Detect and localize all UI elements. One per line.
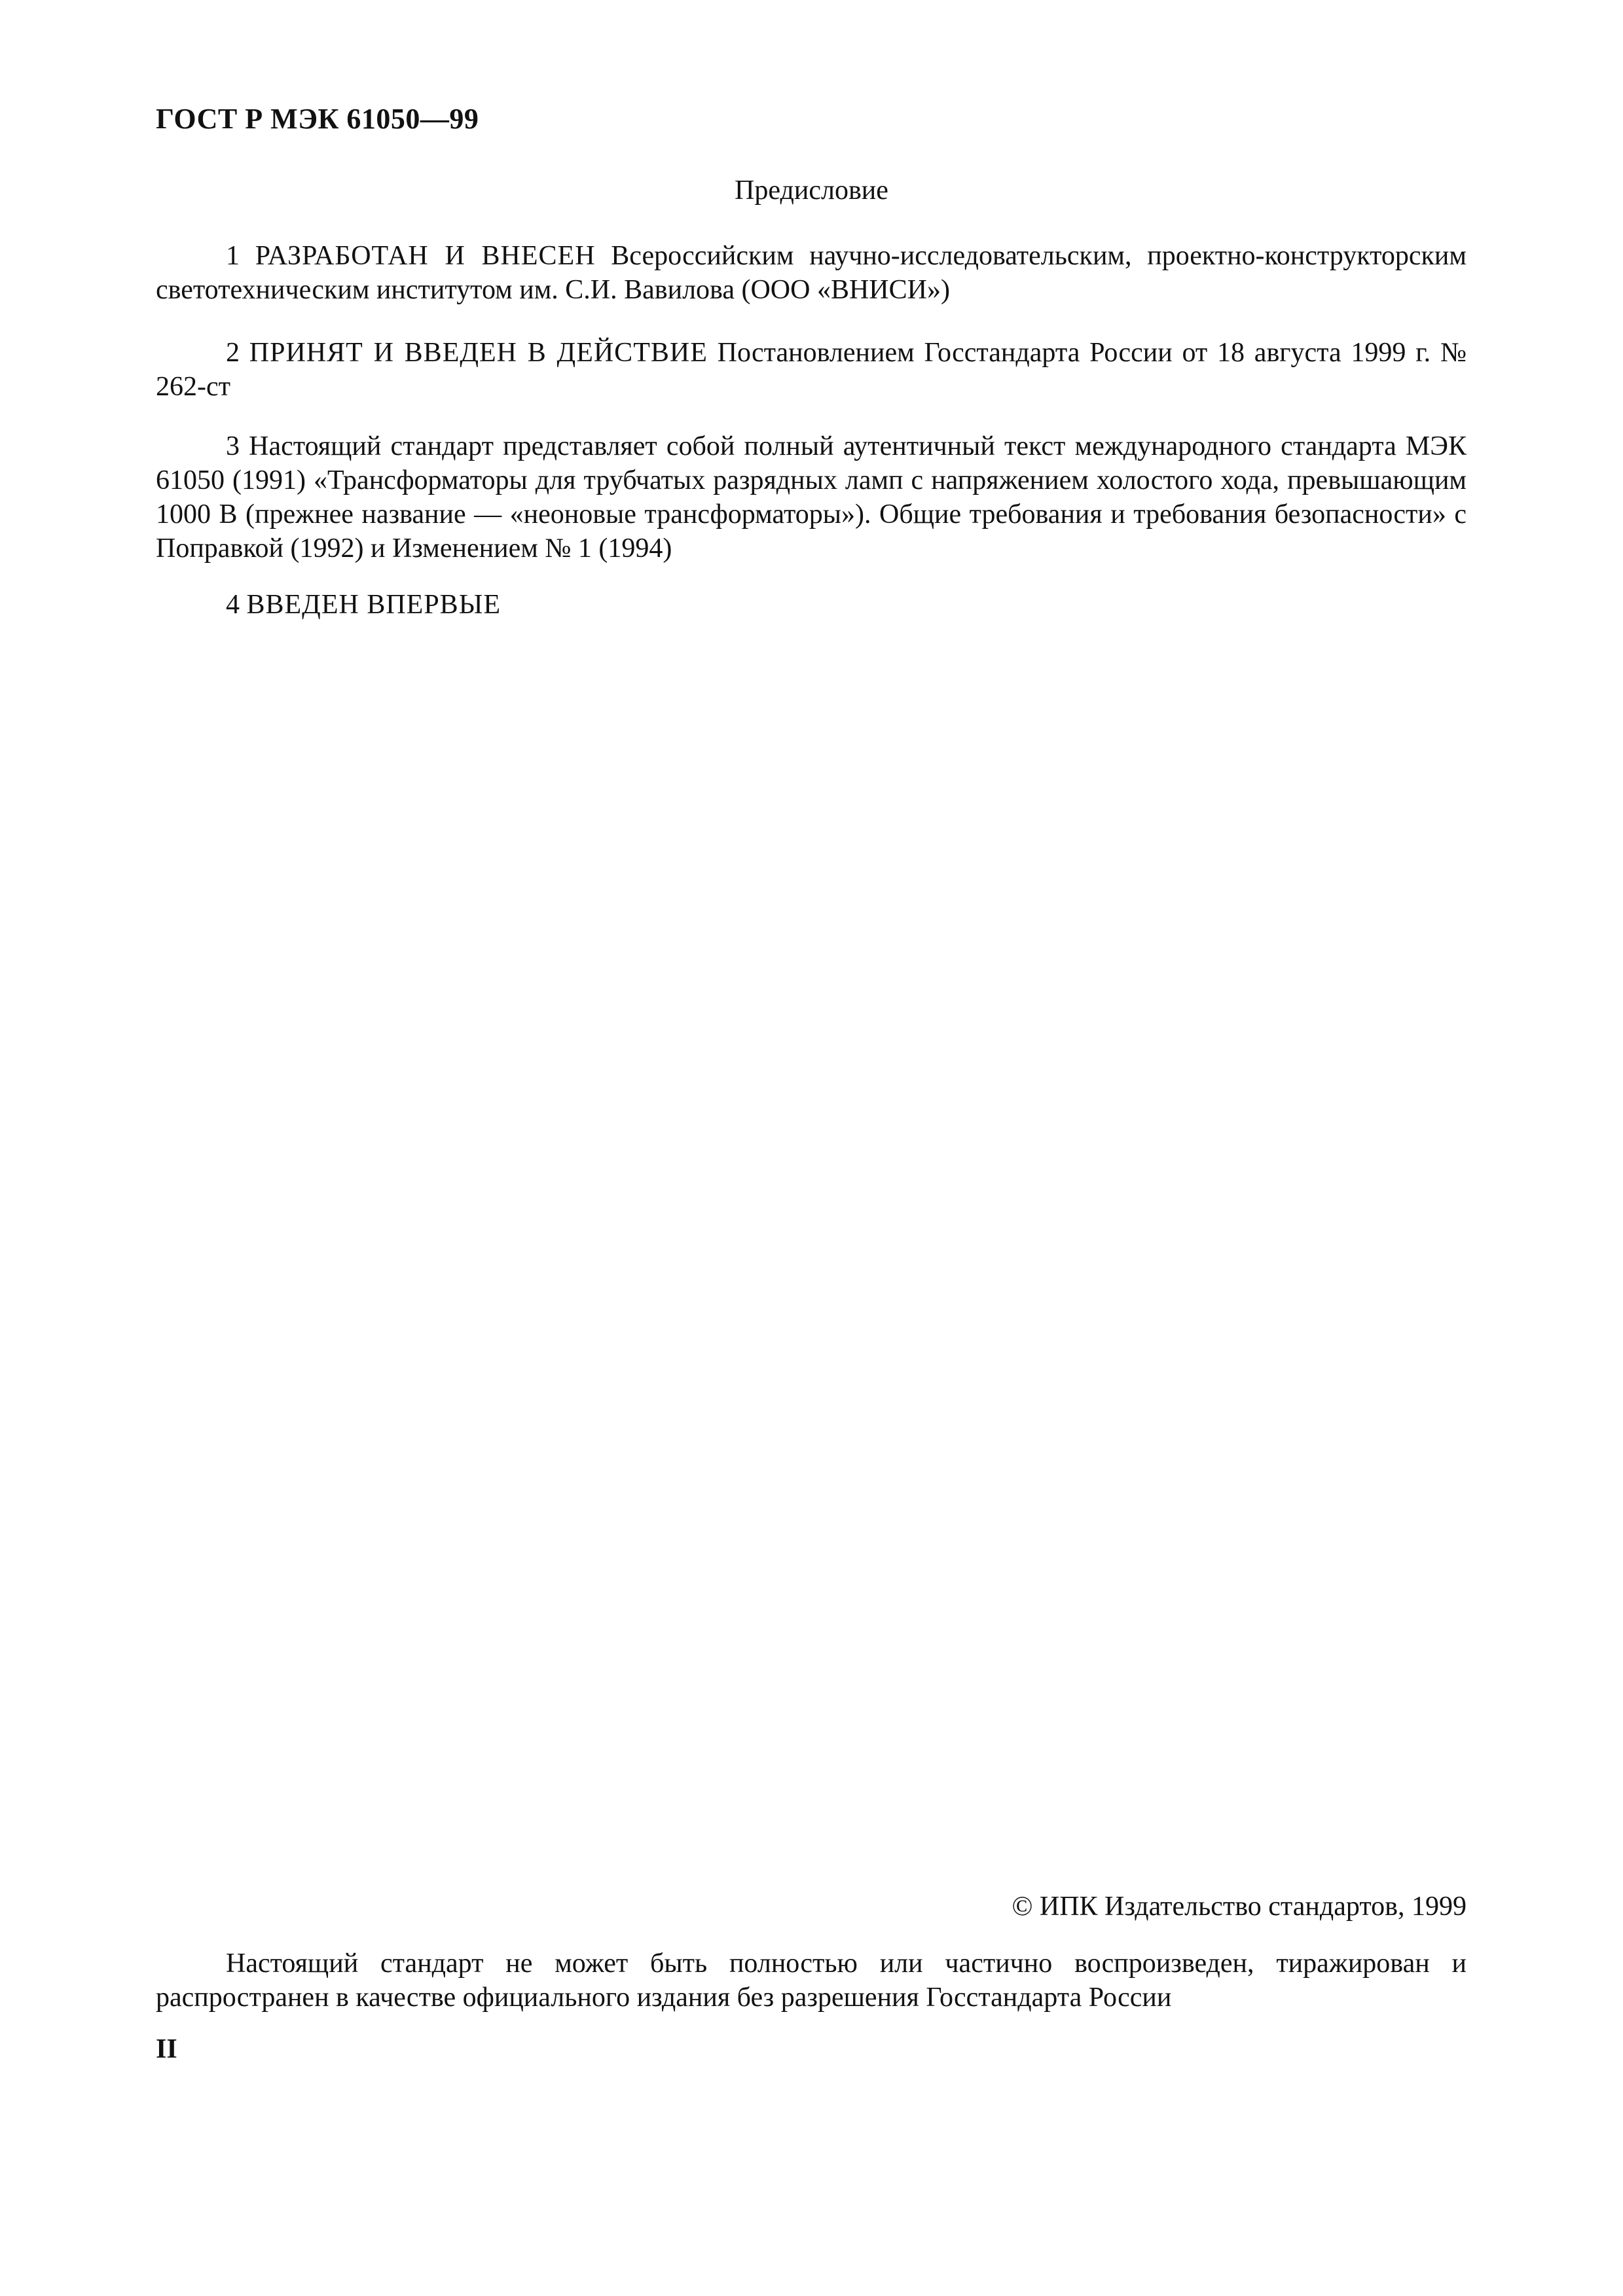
page-number: II (156, 2034, 177, 2064)
paragraph-4-number: 4 (226, 590, 240, 620)
reproduction-notice: Настоящий стандарт не может быть полностью или частично воспроизведен, тиражирован и распространен в качестве официального издания без разрешения Госстандарта России (156, 1948, 1467, 2013)
paragraph-4-caps: ВВЕДЕН ВПЕРВЫЕ (246, 590, 501, 620)
paragraph-2-number: 2 (226, 338, 240, 368)
paragraph-3-number: 3 (226, 431, 240, 461)
paragraph-2-caps: ПРИНЯТ И ВВЕДЕН В ДЕЙСТВИЕ (249, 338, 708, 368)
copyright-notice: © ИПК Издательство стандартов, 1999 (1012, 1892, 1467, 1922)
paragraph-1 (156, 239, 1467, 307)
paragraph-3-text: Настоящий стандарт представляет собой полный аутентичный текст международного стандарта МЭК 61050 (1991) «Трансформаторы для трубчатых разрядных ламп с напряжением холостого хода, превышающим 1000 В (прежнее название — «неоновые трансформаторы»). Общие требования и требования безопасности» с Поправкой (1992) и Изменением № 1 (1994) (156, 431, 1467, 564)
paragraph-4 (156, 588, 1467, 622)
paragraph-2-text: Постановлением Госстандарта России от 18 августа 1999 г. № 262-ст (156, 338, 1467, 402)
paragraph-1-number: 1 (226, 241, 240, 271)
document-header: ГОСТ Р МЭК 61050—99 (156, 103, 479, 135)
section-title: Предисловие (735, 175, 888, 206)
paragraph-2 (156, 336, 1467, 404)
paragraph-3 (156, 429, 1467, 565)
paragraph-1-caps: РАЗРАБОТАН И ВНЕСЕН (255, 241, 596, 271)
paragraph-1-text: Всероссийским научно-исследовательским, проектно-конструкторским светотехническим институтом им. С.И. Вавилова (ООО «ВНИСИ») (156, 241, 1467, 305)
